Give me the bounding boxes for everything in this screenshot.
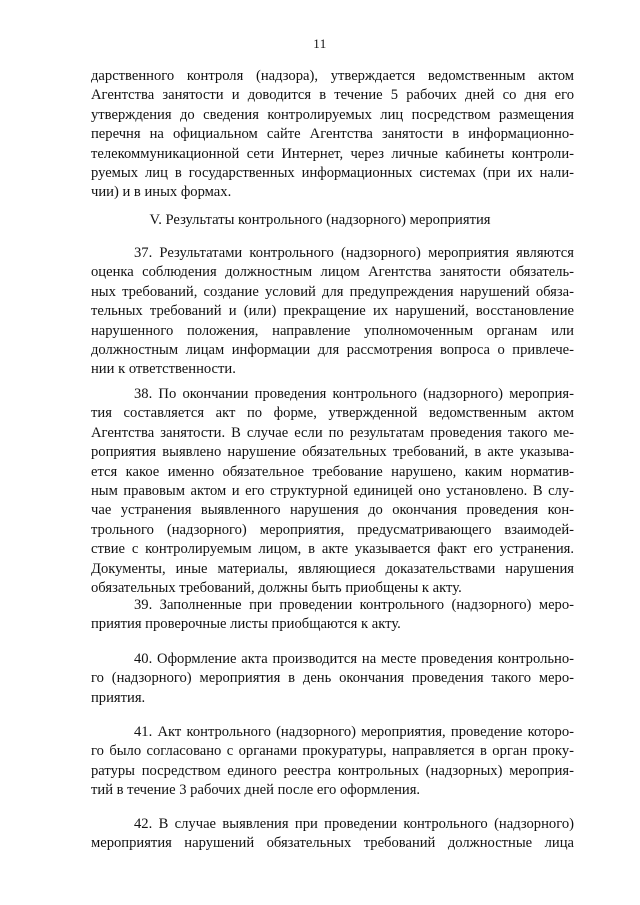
paragraph-40: [91, 650, 574, 708]
paragraph-line: го было согласовано с органами прокуратуры, направляется в орган проку-: [91, 743, 574, 760]
paragraph-line: должностным лицам информации для рассмотрения вопроса о привлече-: [91, 341, 574, 358]
paragraph-39: [91, 596, 574, 635]
paragraph-line: роприятия выявлено нарушение обязательных требований, в акте указыва-: [91, 444, 574, 461]
paragraph-line: перечня на официальном сайте Агентства занятости в информационно-: [91, 126, 574, 143]
paragraph-line: ется какое именно обязательное требование нарушено, каким норматив-: [91, 463, 574, 480]
paragraph-line: ных требований, создание условий для предупреждения нарушений обяза-: [91, 283, 574, 300]
paragraph-line: дарственного контроля (надзора), утверждается ведомственным актом: [91, 68, 574, 84]
paragraph-line: Агентства занятости. В случае если по результатам проведения такого ме-: [91, 424, 574, 441]
paragraph-line: 42. В случае выявления при проведении контрольного (надзорного): [134, 816, 574, 832]
section-heading: V. Результаты контрольного (надзорного) мероприятия: [149, 212, 491, 228]
paragraph-line: приятия.: [91, 689, 146, 706]
paragraph-line: 37. Результатами контрольного (надзорного) мероприятия являются: [134, 245, 574, 261]
paragraph-line: тий в течение 3 рабочих дней после его оформления.: [91, 782, 421, 799]
paragraph-line: ным правовым актом и его структурной единицей оно установлено. В слу-: [91, 482, 574, 499]
paragraph-line: обязательных требований, должны быть приобщены к акту.: [91, 579, 462, 596]
paragraph-line: нарушенного положения, направление уполномоченным органам или: [91, 322, 574, 339]
paragraph-line: 38. По окончании проведения контрольного (надзорного) мероприя-: [134, 386, 574, 402]
paragraph-line: нии к ответственности.: [91, 361, 236, 378]
paragraph-line: оценка соблюдения должностным лицом Агентства занятости обязатель-: [91, 264, 574, 281]
paragraph-38: [91, 385, 574, 598]
paragraph-line: ратуры посредством единого реестра контрольных (надзорных) мероприя-: [91, 762, 574, 779]
paragraph-line: руемых лиц в государственных информационных системах (при их нали-: [91, 164, 574, 181]
paragraph-line: чае устранения выявленного нарушения до окончания проведения кон-: [91, 502, 574, 519]
continuation-paragraph: [91, 67, 574, 203]
paragraph-line: 41. Акт контрольного (надзорного) мероприятия, проведение которо-: [134, 724, 574, 740]
paragraph-line: тия составляется акт по форме, утвержденной ведомственным актом: [91, 405, 574, 422]
paragraph-line: 40. Оформление акта производится на месте проведения контрольно-: [134, 651, 574, 667]
paragraph-42: [91, 815, 574, 854]
paragraph-line: утверждения до сведения контролируемых лиц посредством размещения: [91, 106, 574, 123]
paragraph-37: [91, 244, 574, 380]
paragraph-line: Агентства занятости и доводится в течение 5 рабочих дней со дня его: [91, 87, 574, 104]
paragraph-line: го (надзорного) мероприятия в день окончания проведения такого меро-: [91, 670, 574, 687]
paragraph-line: трольного (надзорного) мероприятия, предусматривающего взаимодей-: [91, 521, 574, 538]
paragraph-line: телекоммуникационной сети Интернет, через личные кабинеты контроли-: [91, 145, 574, 162]
paragraph-line: чии) и в иных формах.: [91, 184, 232, 201]
paragraph-line: Документы, иные материалы, являющиеся доказательствами нарушения: [91, 560, 574, 577]
paragraph-line: 39. Заполненные при проведении контрольного (надзорного) меро-: [134, 597, 574, 613]
paragraph-line: тельных требований и (или) прекращение их нарушений, восстановление: [91, 303, 574, 320]
paragraph-41: [91, 723, 574, 801]
paragraph-line: приятия проверочные листы приобщаются к акту.: [91, 616, 401, 633]
paragraph-line: ствие с контролируемым лицом, в акте указывается факт его устранения.: [91, 541, 574, 558]
paragraph-line: мероприятия нарушений обязательных требований должностные лица: [91, 835, 574, 852]
page-number: 11: [313, 36, 327, 51]
